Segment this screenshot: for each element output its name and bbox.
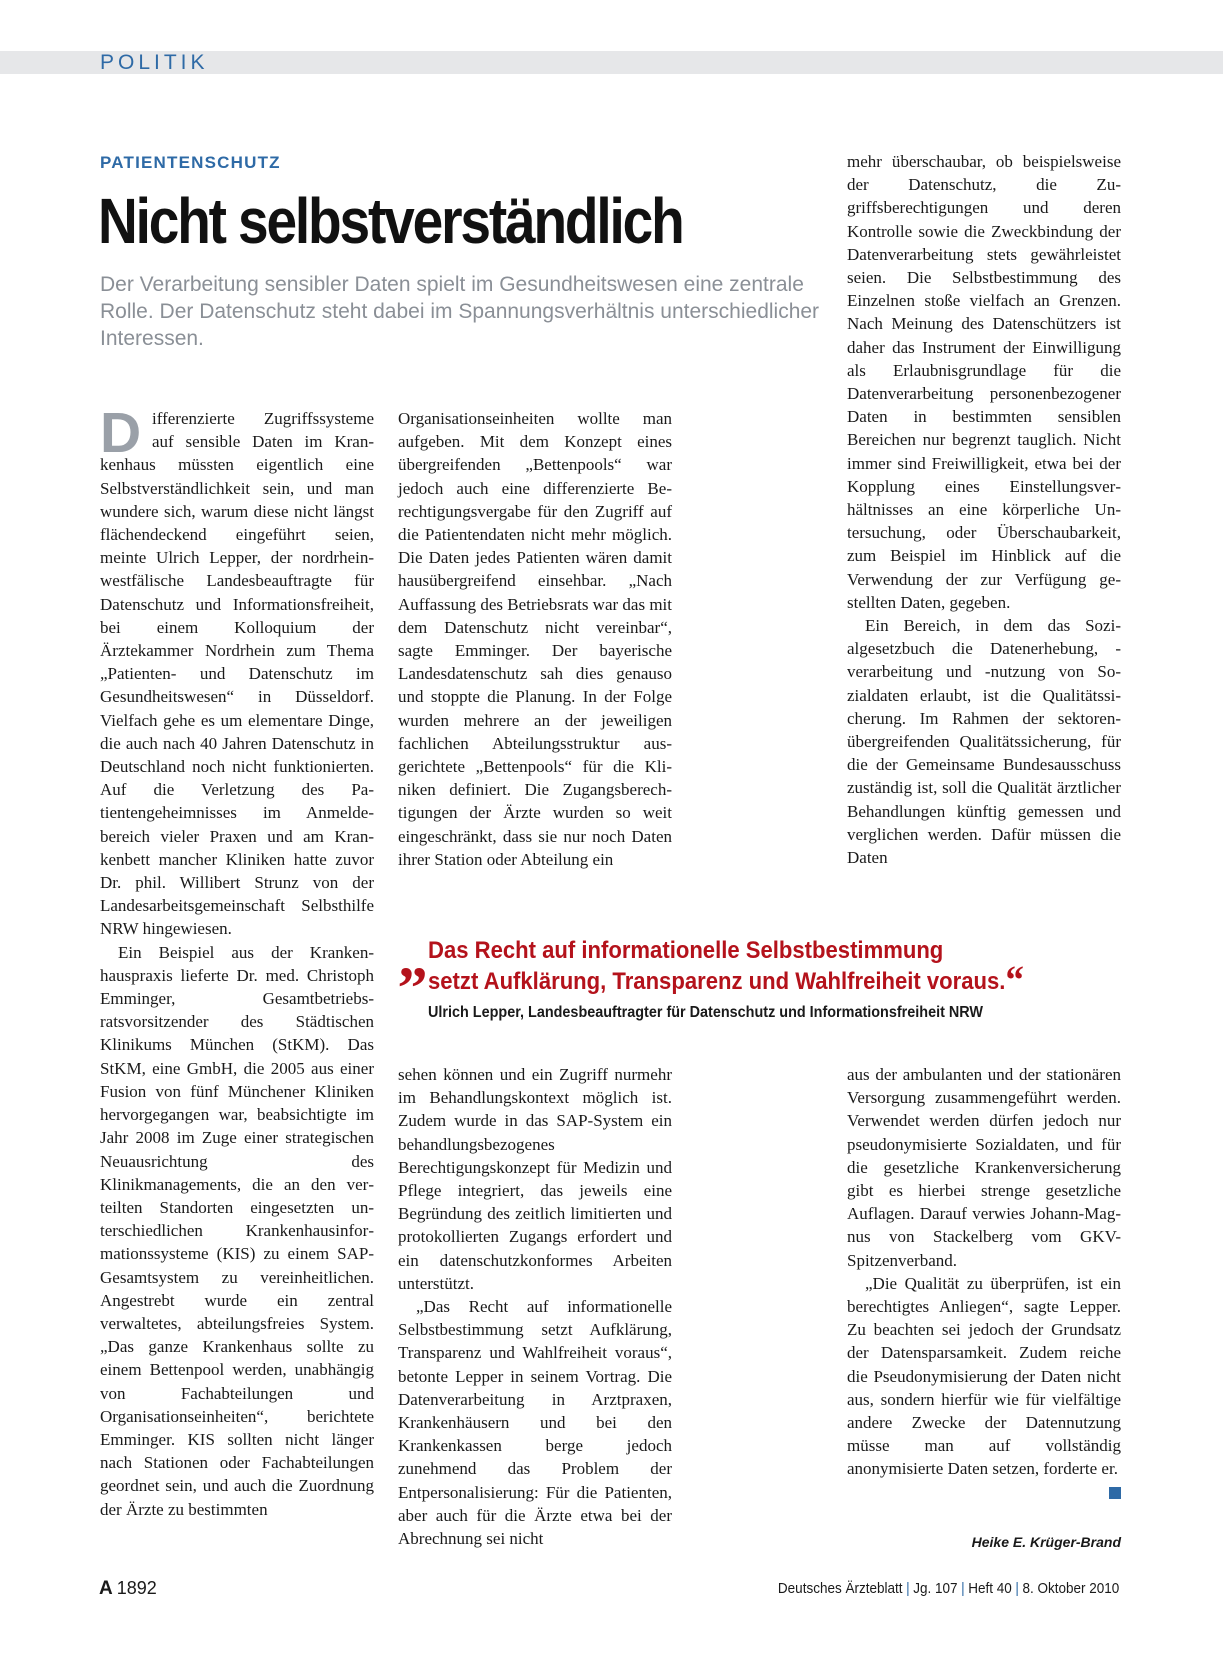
journal-name: Deutsches Ärzteblatt bbox=[777, 1580, 903, 1597]
paragraph-text: ifferenzierte Zugriffssysteme auf sensible Daten im Krankenhaus müssten eigentlich eine Selbstverständlichkeit sein, und man wundere sich, warum diese nicht längst flächendeckend eingeführt seien, meinte Ulrich Lepper, der nordrhein-westfälische Landesbeauftragte für Datenschutz und Informationsfreiheit, bei einem Kolloquium der Ärztekammer Nordrhein zum Thema „Patienten- und Datenschutz im Gesundheitswesen“ in Düsseldorf. Vielfach gehe es um elementare Dinge, die auch nach 40 Jahren Datenschutz in Deutschland noch nicht funktionierten. Auf die Verletzung des Patientengeheimnisses im Anmeldebereich vieler Praxen und am Krankenbett mancher Kliniken hatte zuvor Dr. phil. Willibert Strunz von der Landesarbeitsgemeinschaft Selbsthilfe NRW hingewiesen. bbox=[100, 409, 374, 939]
page-number bbox=[99, 1578, 157, 1600]
page-number-value: 1892 bbox=[116, 1578, 157, 1598]
body-column-2-bottom bbox=[398, 1063, 672, 1550]
quote-open-mark: „ bbox=[398, 924, 428, 990]
body-column-3-top bbox=[847, 150, 1121, 869]
dropcap-letter: D bbox=[100, 401, 142, 465]
page-letter: A bbox=[99, 1578, 113, 1599]
body-paragraph: mehr überschaubar, ob beispielsweise der Datenschutz, die Zugriffsberechtigungen und deren Kontrolle sowie die Zweckbindung der Datenverarbeitung stets gewährleistet seien. Die Selbstbestimmung des Einzelnen stoße vielfach an Grenzen. Nach Meinung des Datenschützers ist daher das Instrument der Einwilligung als Erlaubnisgrundlage für die Datenverarbeitung personenbezogener Daten in bestimmten sensiblen Bereichen nur begrenzt tauglich. Nicht immer sind Freiwilligkeit, etwa bei der Kopplung eines Einstellungsverhältnisses an eine körperliche Untersuchung, oder Überschaubarkeit, zum Beispiel im Hinblick auf die Verwendung der zur Verfügung gestellten Daten, gegeben. bbox=[847, 152, 1121, 612]
pull-quote-source: Ulrich Lepper, Landesbeauftragter für Datenschutz und Informationsfreiheit NRW bbox=[428, 1004, 984, 1021]
pull-quote bbox=[398, 924, 1118, 1023]
article-title: Nicht selbstverständlich bbox=[98, 185, 683, 257]
body-paragraph bbox=[847, 1272, 1121, 1481]
pull-quote-line-2 bbox=[428, 957, 1054, 1002]
body-paragraph: Ein Beispiel aus der Krankenhauspraxis lieferte Dr. med. Christoph Emminger, Gesamtbetriebsratsvorsitzender des Städtischen Klinikums München (StKM). Das StKM, eine GmbH, die 2005 aus einer Fusion von fünf Münchener Kliniken hervorgegangen war, beabsichtigte im Jahr 2008 im Zuge einer strategischen Neuausrichtung des Klinikmanagements, die an den verteilten Standorten eingesetzten unterschiedlichen Krankenhausinformationssysteme (KIS) zu einem SAP-Gesamtsystem zu vereinheitlichen. Angestrebt wurde ein zentral verwaltetes, abteilungsfreies System. „Das ganze Krankenhaus sollte zu einem Bettenpool werden, unabhängig von Fachabteilungen und Organisationseinheiten“, berichtete Emminger. KIS sollten nicht länger nach Stationen oder Fachabteilungen geordnet sein, und auch die Zuordnung der Ärzte zu bestimmten bbox=[100, 942, 374, 1519]
issue: Heft 40 bbox=[967, 1580, 1012, 1597]
volume: Jg. 107 bbox=[912, 1580, 958, 1597]
footer-separator: | bbox=[905, 1580, 910, 1597]
body-paragraph: aus der ambulanten und der stationären Versorgung zusammengeführt werden. Verwendet werden dürfen jedoch nur pseudonymisierte Sozialdaten, und für die gesetzliche Krankenversicherung gibt es hierbei strenge gesetzliche Auflagen. Darauf verwies Johann-Magnus von Stackelberg vom GKV-Spitzenverband. bbox=[847, 1065, 1121, 1270]
pull-quote-text bbox=[428, 935, 1054, 1002]
article-kicker: PATIENTENSCHUTZ bbox=[100, 153, 281, 172]
footer-separator: | bbox=[960, 1580, 965, 1597]
body-paragraph bbox=[100, 401, 374, 941]
body-column-3-bottom bbox=[847, 1063, 1121, 1499]
end-mark-icon bbox=[1109, 1487, 1121, 1499]
pull-quote-line-2-text: setzt Aufklärung, Transparenz und Wahlfreiheit voraus. bbox=[428, 968, 1006, 995]
section-label: POLITIK bbox=[100, 51, 209, 74]
author-byline: Heike E. Krüger-Brand bbox=[971, 1534, 1121, 1550]
body-paragraph: sehen können und ein Zugriff nurmehr im Behandlungskontext möglich ist. Zudem wurde in das SAP-System ein behandlungsbezogenes Berechtigungskonzept für Medizin und Pflege integriert, das jeweils eine Begründung des zeitlich limitierten und protokollierten Zugangs erfordert und ein datenschutzkonformes Arbeiten unterstützt. bbox=[398, 1065, 672, 1293]
body-column-1 bbox=[100, 401, 374, 1521]
footer-separator: | bbox=[1015, 1580, 1019, 1597]
pull-quote-line-1: Das Recht auf informationelle Selbstbestimmung bbox=[428, 937, 944, 964]
paragraph-text: „Die Qualität zu überprüfen, ist ein berechtigtes Anliegen“, sagte Lepper. Zu beachten sei jedoch der Grundsatz der Datensparsamkeit. Zudem reiche die Pseudonymisierung der Daten nicht aus, sondern hierfür wie für vielfältige andere Zwecke der Datennutzung müsse man auf vollständig anonymisierte Daten setzen, forderte er. bbox=[847, 1273, 1121, 1479]
body-paragraph: „Das Recht auf informationelle Selbstbestimmung setzt Aufklärung, Transparenz und Wahlfreiheit voraus“, betonte Lepper in seinem Vortrag. Die Datenverarbeitung in Arztpraxen, Krankenhäusern und bei den Krankenkassen berge jedoch zunehmend das Problem der Entpersonalisierung: Für die Patienten, aber auch für die Ärzte etwa bei der Abrechnung sei nicht bbox=[398, 1297, 672, 1549]
body-paragraph: Organisationseinheiten wollte man aufgeben. Mit dem Konzept eines übergreifenden „Bettenpools“ war jedoch auch eine differenzierte Berechtigungsvergabe für den Zugriff auf die Patientendaten nicht mehr möglich. Die Daten jedes Patienten wären damit hausübergreifend einsehbar. „Nach Auffassung des Betriebsrats war das mit dem Datenschutz nicht vereinbar“, sagte Emminger. Der bayerische Landesdatenschutz sah dies genauso und stoppte die Planung. In der Folge wurden mehrere an der jeweiligen fachlichen Abteilungsstruktur ausgerichtete „Bettenpools“ für die Kliniken definiert. Die Zugangsberechtigungen der Ärzte wurden so weit eingeschränkt, dass sie nur noch Daten ihrer Station oder Abteilung ein bbox=[398, 409, 672, 869]
body-column-2-top bbox=[398, 407, 672, 871]
body-paragraph: Ein Bereich, in dem das Sozialgesetzbuch die Datenerhebung, -verarbeitung und -nutzung von Sozialdaten erlaubt, ist die Qualitätssicherung. Im Rahmen der sektorenübergreifenden Qualitätssicherung, für die der Gemeinsame Bundesausschuss zuständig ist, soll die Qualität ärztlicher Behandlungen künftig gemessen und verglichen werden. Dafür müssen die Daten bbox=[847, 616, 1121, 868]
footer-publication-info bbox=[778, 1580, 1119, 1597]
section-header-bar bbox=[0, 51, 1223, 74]
article-lead: Der Verarbeitung sensibler Daten spielt im Gesundheitswesen eine zentrale Rolle. Der Datenschutz steht dabei im Spannungsverhältnis unterschiedlicher Interessen. bbox=[100, 273, 820, 350]
publication-date: 8. Oktober 2010 bbox=[1022, 1580, 1119, 1597]
quote-close-mark: “ bbox=[1005, 957, 1024, 1002]
